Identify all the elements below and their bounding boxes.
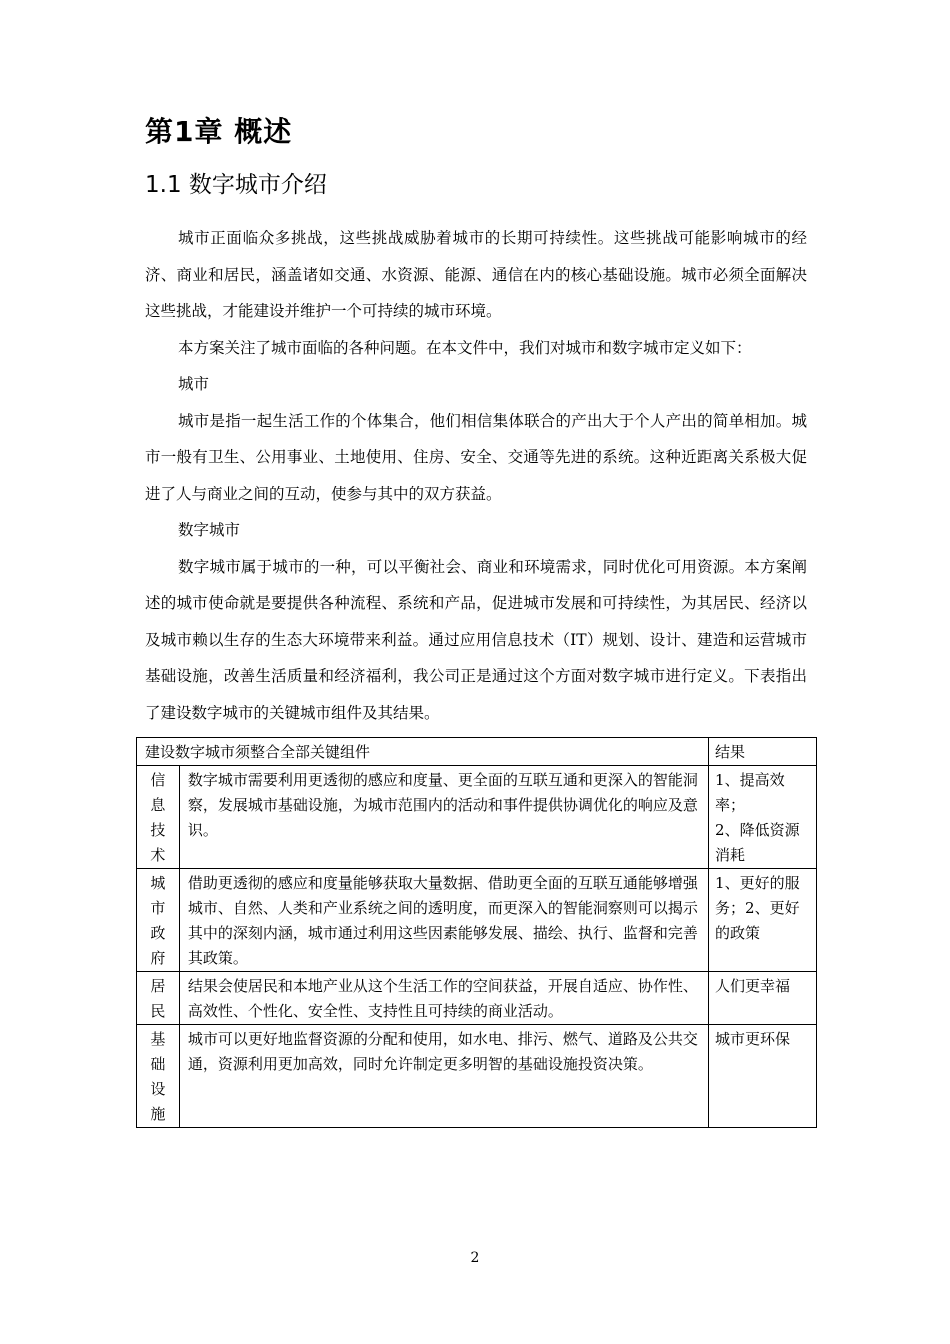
paragraph-definition-lead: 本方案关注了城市面临的各种问题。在本文件中，我们对城市和数字城市定义如下： xyxy=(178,338,752,357)
table-header-result: 结果 xyxy=(709,738,817,766)
table-cell-result xyxy=(709,972,817,1025)
table-row xyxy=(137,869,817,972)
components-table xyxy=(136,737,817,1128)
paragraph-city-definition: 城市是指一起生活工作的个体集合，他们相信集体联合的产出大于个人产出的简单相加。城市一般有卫生、公用事业、土地使用、住房、安全、交通等先进的系统。这种近距离关系极大促进了人与商业之间的互动，使参与其中的双方获益。 xyxy=(145,411,807,503)
table-cell-category: 基础设施 xyxy=(137,1025,180,1128)
result-line: 1、更好的服务；2、更好的政策 xyxy=(715,874,800,942)
table-row xyxy=(137,1025,817,1128)
table-cell-description: 数字城市需要利用更透彻的感应和度量、更全面的互联互通和更深入的智能洞察，发展城市基础设施，为城市范围内的活动和事件提供协调优化的响应及意识。 xyxy=(179,766,708,869)
page-number: 2 xyxy=(470,1250,480,1266)
table-cell-category: 居民 xyxy=(137,972,180,1025)
table-cell-result xyxy=(709,869,817,972)
body-text xyxy=(145,220,807,731)
table-cell-description: 城市可以更好地监督资源的分配和使用，如水电、排污、燃气、道路及公共交通，资源利用更加高效，同时允许制定更多明智的基础设施投资决策。 xyxy=(179,1025,708,1128)
result-line: 2、降低资源消耗 xyxy=(715,821,800,864)
table-row xyxy=(137,766,817,869)
term-digital-city: 数字城市 xyxy=(178,521,241,539)
result-line: 1、提高效率； xyxy=(715,771,785,814)
table-header-row xyxy=(137,738,817,766)
table-cell-description: 结果会使居民和本地产业从这个生活工作的空间获益，开展自适应、协作性、高效性、个性化、安全性、支持性且可持续的商业活动。 xyxy=(179,972,708,1025)
chapter-title: 第1章 概述 xyxy=(145,115,293,148)
components-table-wrapper xyxy=(136,737,817,1128)
table-cell-result xyxy=(709,766,817,869)
table-cell-result xyxy=(709,1025,817,1128)
table-cell-category: 城市政府 xyxy=(137,869,180,972)
result-line: 人们更幸福 xyxy=(715,977,791,995)
paragraph-digital-city-definition: 数字城市属于城市的一种，可以平衡社会、商业和环境需求，同时优化可用资源。本方案阐述的城市使命就是要提供各种流程、系统和产品，促进城市发展和可持续性，为其居民、经济以及城市赖以生存的生态大环境带来利益。通过应用信息技术（IT）规划、设计、建造和运营城市基础设施，改善生活质量和经济福利，我公司正是通过这个方面对数字城市进行定义。下表指出了建设数字城市的关键城市组件及其结果。 xyxy=(145,557,807,722)
table-row xyxy=(137,972,817,1025)
paragraph-intro: 城市正面临众多挑战，这些挑战威胁着城市的长期可持续性。这些挑战可能影响城市的经济、商业和居民，涵盖诸如交通、水资源、能源、通信在内的核心基础设施。城市必须全面解决这些挑战，才能建设并维护一个可持续的城市环境。 xyxy=(145,229,807,320)
table-cell-description: 借助更透彻的感应和度量能够获取大量数据、借助更全面的互联互通能够增强城市、自然、人类和产业系统之间的透明度，而更深入的智能洞察则可以揭示其中的深刻内涵，城市通过利用这些因素能够发展、描绘、执行、监督和完善其政策。 xyxy=(179,869,708,972)
table-header-components: 建设数字城市须整合全部关键组件 xyxy=(137,738,709,766)
section-title: 1.1 数字城市介绍 xyxy=(145,172,327,198)
result-line: 城市更环保 xyxy=(715,1030,791,1048)
term-city: 城市 xyxy=(178,375,210,393)
table-cell-category: 信息技术 xyxy=(137,766,180,869)
